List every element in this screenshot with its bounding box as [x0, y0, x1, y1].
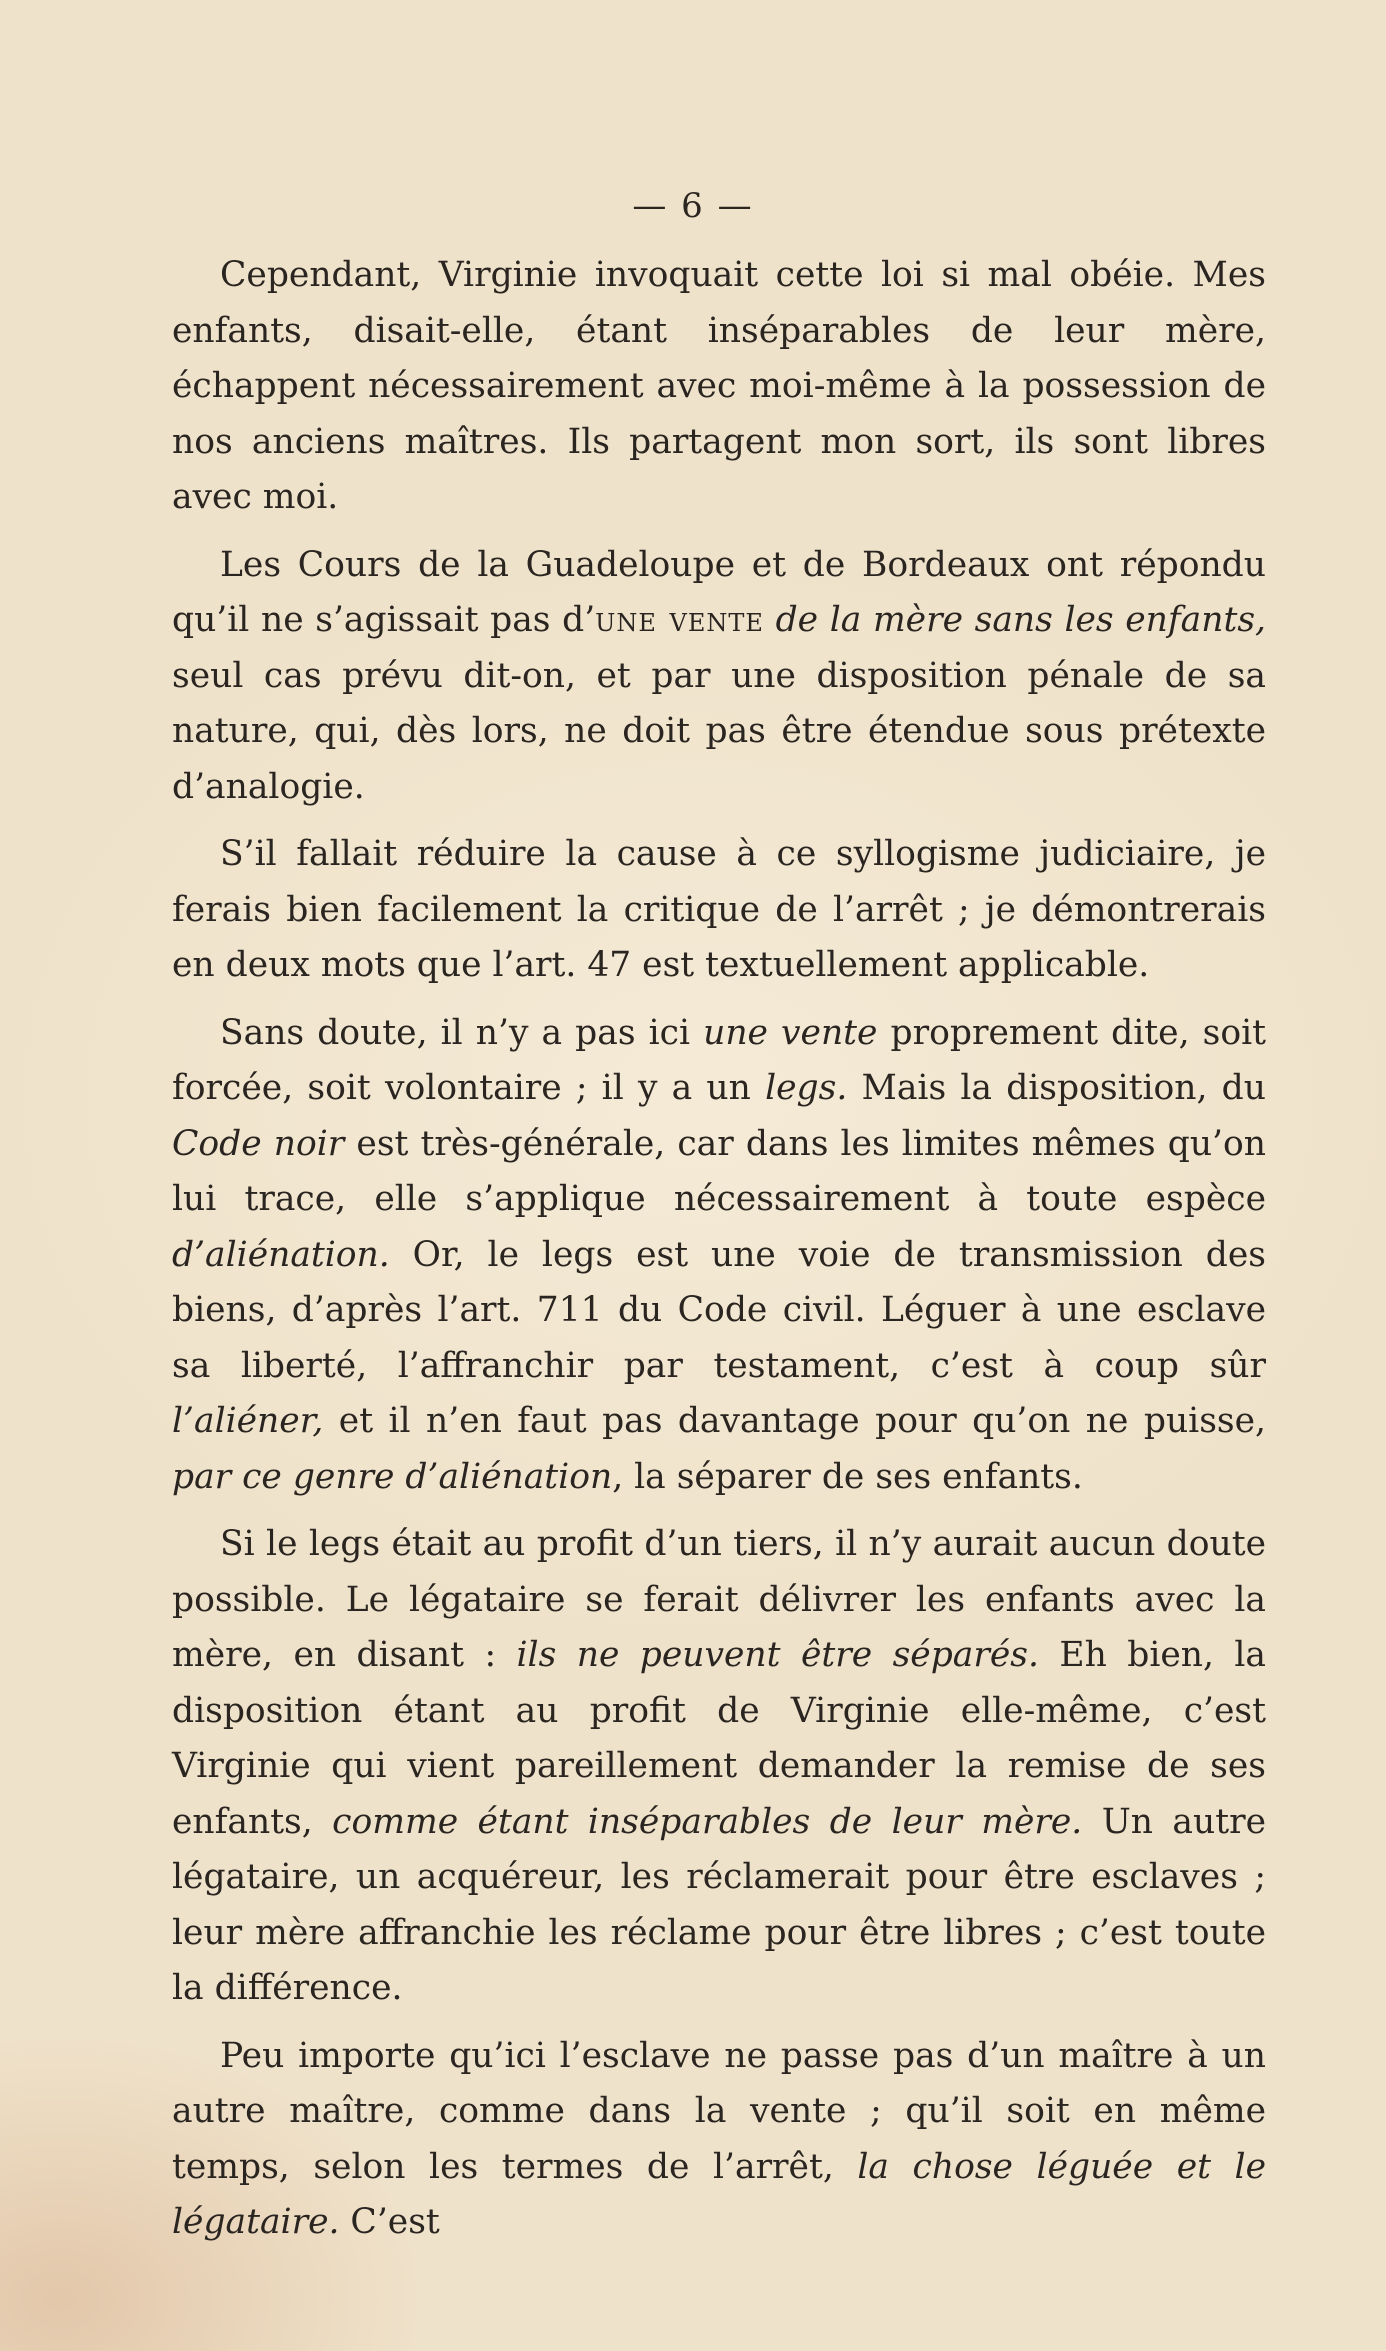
italic-text: la chose léguée et le légataire. — [172, 2146, 1266, 2242]
italic-text: d’aliénation. — [172, 1234, 390, 1275]
text-span: Sans doute, il n’y a pas ici — [220, 1012, 704, 1053]
smallcaps-text: une vente — [595, 600, 764, 640]
text-span: C’est — [339, 2202, 440, 2242]
text-span: seul cas prévu dit-on, et par une disposition pénale de sa nature, qui, dès lors, ne doit pas être étendue sous prétexte d’analogie. — [172, 655, 1266, 807]
italic-text: par ce genre d’aliénation — [172, 1456, 613, 1497]
italic-text: de la mère sans les enfants, — [775, 600, 1266, 640]
text-span: Or, le legs est une voie de transmission des biens, d’après l’art. 711 du Code civil. Léguer à une esclave sa liberté, l’affranchir par testament, c’est à coup sûr — [172, 1234, 1266, 1386]
page-number: — 6 — — [632, 186, 754, 226]
italic-text: comme étant inséparables de leur mère. — [332, 1801, 1083, 1842]
italic-text: ils ne peuvent être séparés. — [516, 1635, 1039, 1675]
text-span: Eh bien, la disposition étant au profit de Virginie elle-même, c’est Virginie qui vient pareillement demander la remise de ses enfants, — [172, 1635, 1266, 1842]
text-span: S’il fallait réduire la cause à ce syllogisme judiciaire, je ferais bien facilement la critique de l’arrêt ; je démontrerais en deux mots que l’art. 47 est textuellement applicable. — [172, 834, 1266, 985]
paragraph — [172, 827, 1266, 994]
paragraph — [172, 1006, 1266, 1506]
text-span: , la séparer de ses enfants. — [612, 1456, 1083, 1497]
paragraph — [172, 1517, 1266, 2017]
text-span: Si le legs était au profit d’un tiers, il n’y aurait aucun doute possible. Le légataire se ferait délivrer les enfants avec la mère, en disant : — [172, 1524, 1266, 1675]
paragraph — [172, 248, 1266, 526]
text-span: Les Cours de la Guadeloupe et de Bordeaux ont répondu qu’il ne s’agissait pas d’ — [172, 544, 1266, 640]
italic-text: legs. — [765, 1068, 848, 1108]
text-span: Mais la disposition, du — [847, 1068, 1266, 1108]
text-span: Cependant, Virginie invoquait cette loi si mal obéie. Mes enfants, disait-elle, étant inséparables de leur mère, échappent nécessairement avec moi-même à la possession de nos anciens maîtres. Ils partagent mon sort, ils sont libres avec moi. — [172, 255, 1266, 517]
italic-text: Code noir — [172, 1123, 345, 1164]
text-span: proprement dite, soit forcée, soit volontaire ; il y a un — [172, 1012, 1266, 1108]
italic-text: l’aliéner, — [172, 1401, 324, 1441]
text-span: est très-générale, car dans les limites mêmes qu’on lui trace, elle s’applique nécessairement à toute espèce — [172, 1123, 1266, 1219]
text-span: Un autre légataire, un acquéreur, les réclamerait pour être esclaves ; leur mère affranchie les réclame pour être libres ; c’est toute la différence. — [172, 1801, 1266, 2008]
paragraph — [172, 538, 1266, 816]
paragraph — [172, 2029, 1266, 2251]
text-span: et il n’en faut pas davantage pour qu’on ne puisse, — [323, 1401, 1266, 1441]
italic-text: une vente — [703, 1012, 878, 1053]
text-span: Peu importe qu’ici l’esclave ne passe pas d’un maître à un autre maître, comme dans la vente ; qu’il soit en même temps, selon les termes de l’arrêt, — [172, 2035, 1266, 2187]
body-text — [172, 248, 1266, 2263]
text-span — [764, 600, 776, 640]
